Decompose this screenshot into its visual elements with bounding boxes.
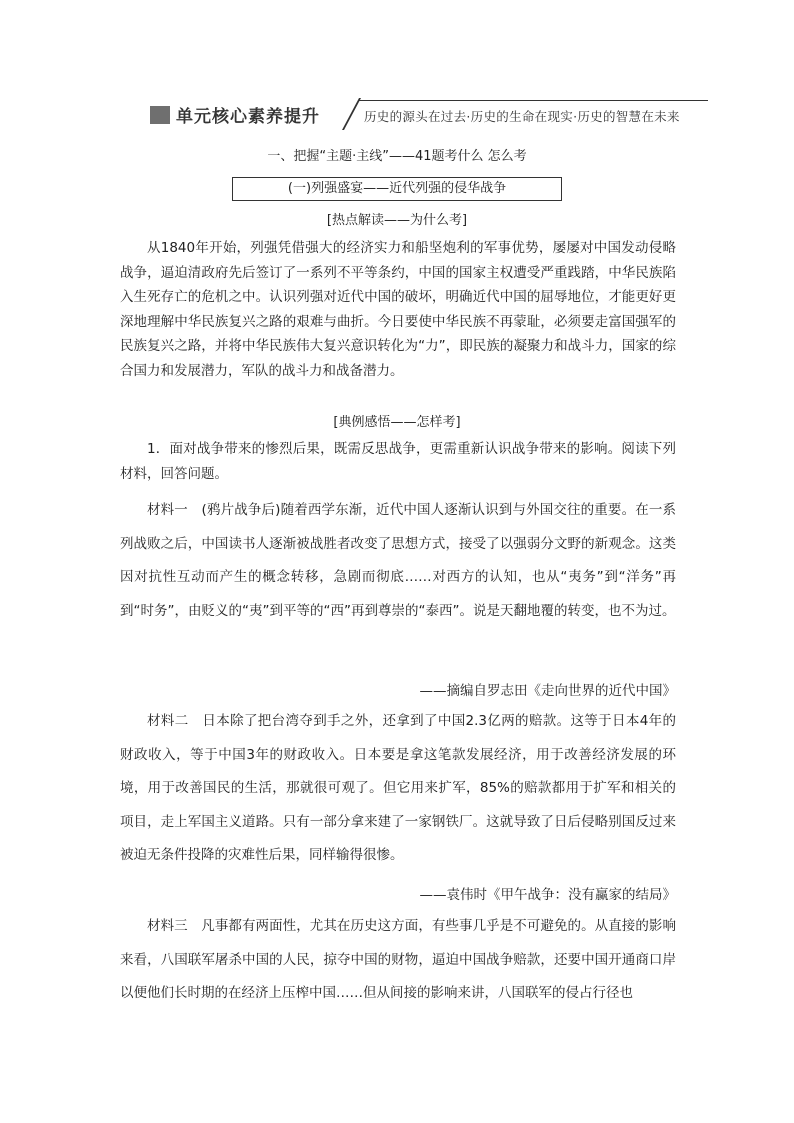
banner-subtitle: 历史的源头在过去·历史的生命在现实·历史的智慧在未来 [364, 109, 680, 124]
unit-banner [150, 100, 710, 130]
example-label: [典例感悟——怎样考] [333, 415, 461, 430]
banner-divider [342, 98, 361, 130]
topic-box: (一)列强盛宴——近代列强的侵华战争 [232, 177, 562, 201]
question-paragraph: 1．面对战争带来的惨烈后果，既需反思战争，更需重新认识战争带来的影响。阅读下列材料，回答问题。 [120, 441, 676, 482]
section-heading: 一、把握“主题·主线”——41题考什么 怎么考 [267, 149, 527, 164]
material-one-source: ——摘编自罗志田《走向世界的近代中国》 [419, 683, 676, 699]
intro-paragraph: 从1840年开始，列强凭借强大的经济实力和船坚炮利的军事优势，屡屡对中国发动侵略战争，逼迫清政府先后签订了一系列不平等条约，中国的国家主权遭受严重践踏，中华民族陷入生死存亡的危机之中。认识列强对近代中国的破坏，明确近代中国的屈辱地位，才能更好更深地理解中华民族复兴之路的艰难与曲折。今日要使中华民族不再蒙耻，必须要走富国强军的民族复兴之路，并将中华民族伟大复兴意识转化为“力”，即民族的凝聚力和战斗力，国家的综合国力和发展潜力，军队的战斗力和战备潜力。 [120, 240, 676, 379]
hot-topic-label: [热点解读——为什么考] [326, 213, 468, 228]
banner-square-icon [150, 106, 170, 124]
material-one: 材料一 (鸦片战争后)随着西学东渐，近代中国人逐渐认识到与外国交往的重要。在一系列战败之后，中国读书人逐渐被战胜者改变了思想方式，接受了以强弱分文野的新观念。这类因对抗性互动而产生的概念转移，急剧而彻底……对西方的认知，也从“夷务”到“洋务”再到“时务”，由贬义的“夷”到平等的“西”再到尊崇的“泰西”。说是天翻地覆的转变，也不为过。 [120, 502, 676, 619]
material-two-source: ——袁伟时《甲午战争：没有赢家的结局》 [419, 887, 676, 903]
material-two: 材料二 日本除了把台湾夺到手之外，还拿到了中国2.3亿两的赔款。这等于日本4年的财政收入，等于中国3年的财政收入。日本要是拿这笔款发展经济，用于改善经济发展的环境，用于改善国民的生活，那就很可观了。但它用来扩军，85%的赔款都用于扩军和相关的项目，走上军国主义道路。只有一部分拿来建了一家钢铁厂。这就导致了日后侵略别国反过来被迫无条件投降的灾难性后果，同样输得很惨。 [120, 713, 676, 863]
banner-rule [358, 100, 708, 101]
material-three: 材料三 凡事都有两面性，尤其在历史这方面，有些事几乎是不可避免的。从直接的影响来看，八国联军屠杀中国的人民，掠夺中国的财物，逼迫中国战争赔款，还要中国开通商口岸以便他们长时期的在经济上压榨中国……但从间接的影响来讲，八国联军的侵占行径也 [120, 918, 676, 1001]
banner-title: 单元核心素养提升 [176, 107, 320, 127]
